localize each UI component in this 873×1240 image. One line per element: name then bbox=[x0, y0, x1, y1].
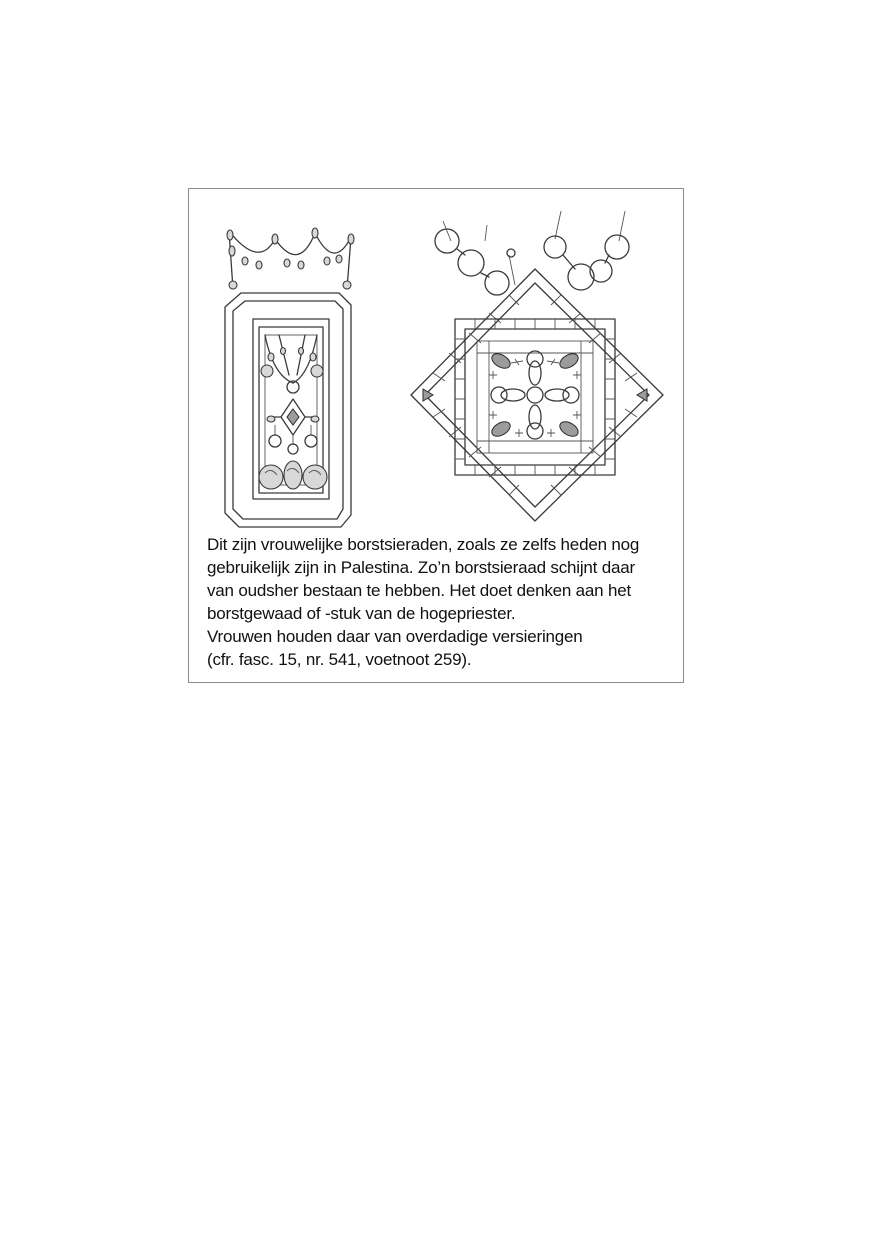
caption-line: (cfr. fasc. 15, nr. 541, voetnoot 259). bbox=[207, 650, 472, 669]
bead-chain bbox=[435, 211, 629, 295]
chain-swags bbox=[227, 228, 354, 289]
caption-line: Dit zijn vrouwelijke borstsieraden, zoals ze zelfs heden nog bbox=[207, 535, 640, 554]
center-rosette bbox=[489, 351, 581, 439]
caption-line: gebruikelijk zijn in Palestina. Zo’n borstsieraad schijnt daar bbox=[207, 558, 635, 577]
caption-line: borstgewaad of -stuk van de hogepriester. bbox=[207, 604, 516, 623]
rectangular-breast-ornament bbox=[225, 228, 354, 527]
caption-line: van oudsher bestaan te hebben. Het doet denken aan het bbox=[207, 581, 631, 600]
square-breast-ornament bbox=[411, 211, 663, 521]
jewelry-sketches bbox=[189, 189, 683, 534]
figure-caption bbox=[207, 533, 677, 671]
figure-frame bbox=[188, 188, 684, 683]
caption-line: Vrouwen houden daar van overdadige versieringen bbox=[207, 627, 583, 646]
